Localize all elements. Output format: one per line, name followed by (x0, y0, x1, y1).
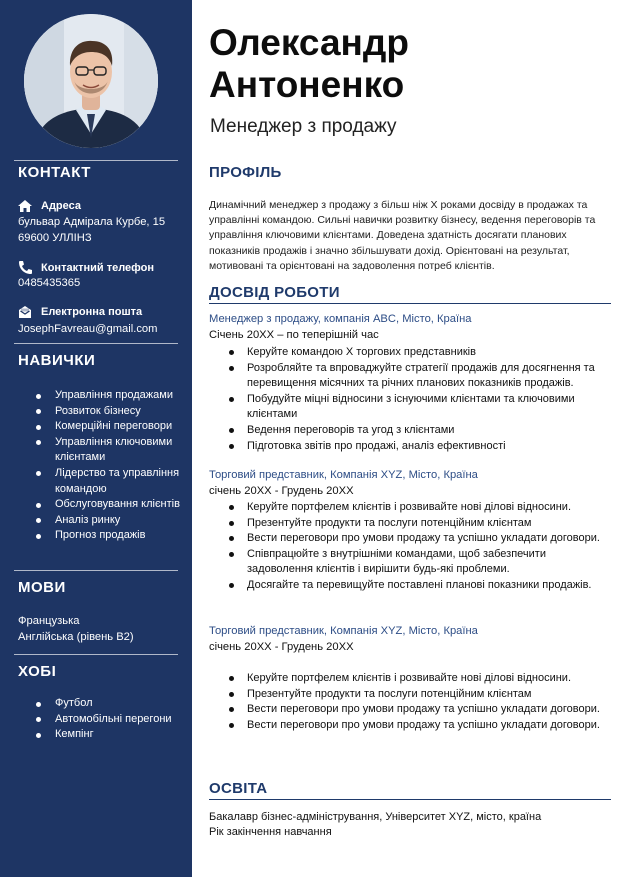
phone-label-text: Контактний телефон (41, 261, 155, 274)
email-label-text: Електронна пошта (41, 306, 143, 318)
address-line-1: бульвар Адмірала Курбе, 15 (18, 216, 166, 228)
job-duty: Вести переговори про умови продажу та успішно укладати договори. (229, 702, 611, 718)
job-duty: Побудуйте міцні відносини з існуючими клієнтами та ключовими клієнтами (229, 392, 611, 423)
job-duty: Презентуйте продукти та послуги потенційним клієнтам (229, 516, 611, 532)
phone-number: 0485435365 (18, 277, 81, 289)
home-icon (18, 200, 32, 212)
contact-heading: КОНТАКТ (18, 164, 91, 181)
address-label (18, 200, 81, 212)
education-note: Рік закінчення навчання (209, 826, 332, 838)
hobby-item: Кемпінг (36, 727, 186, 743)
job-duty: Досягайте та перевищуйте поставлені планові показники продажів. (229, 578, 611, 594)
job-position-title: Менеджер з продажу, компанія ABC, Місто, Країна (209, 313, 472, 325)
candidate-name: Олександр Антоненко (209, 22, 409, 105)
skill-item: Прогноз продажів (36, 528, 186, 544)
job-title: Менеджер з продажу (210, 116, 397, 137)
job-position-title: Торговий представник, Компанія XYZ, Місто, Країна (209, 469, 478, 481)
job-duty: Вести переговори про умови продажу та успішно укладати договори. (229, 718, 611, 734)
job-duties-list (229, 671, 611, 733)
job-duty: Вести переговори про умови продажу та успішно укладати договори. (229, 531, 611, 547)
job-duty: Керуйте портфелем клієнтів і розвивайте нові ділові відносини. (229, 671, 611, 687)
experience-heading: ДОСВІД РОБОТИ (209, 284, 340, 301)
sidebar-divider (14, 570, 178, 571)
skills-list (36, 388, 186, 544)
education-heading: ОСВІТА (209, 780, 268, 797)
email-label (18, 306, 142, 318)
section-rule (209, 799, 611, 800)
job-position-title: Торговий представник, Компанія XYZ, Місто, Країна (209, 625, 478, 637)
skill-item: Розвиток бізнесу (36, 404, 186, 420)
hobby-item: Автомобільні перегони (36, 712, 186, 728)
job-duties-list (229, 345, 611, 454)
hobby-item: Футбол (36, 696, 186, 712)
job-duty: Розробляйте та впроваджуйте стратегії продажів для досягнення та перевищення місячних та річних планових показників продажів. (229, 361, 611, 392)
mail-icon (18, 306, 32, 318)
language-item: Англійська (рівень B2) (18, 631, 134, 643)
phone-icon (18, 261, 32, 274)
skill-item: Обслуговування клієнтів (36, 497, 186, 513)
job-dates: Січень 20XX – по теперішній час (209, 329, 379, 341)
skill-item: Лідерство та управління командою (36, 466, 186, 497)
email-address[interactable]: JosephFavreau@gmail.com (18, 323, 158, 335)
job-dates: січень 20XX - Грудень 20XX (209, 641, 354, 653)
language-item: Французька (18, 615, 80, 627)
job-duty: Керуйте портфелем клієнтів і розвивайте нові ділові відносини. (229, 500, 611, 516)
skills-heading: НАВИЧКИ (18, 352, 96, 369)
job-duty: Співпрацюйте з внутрішніми командами, щоб забезпечити задоволення клієнтів і вирішити будь-які проблеми. (229, 547, 611, 578)
skill-item: Аналіз ринку (36, 513, 186, 529)
languages-heading: МОВИ (18, 579, 66, 596)
skill-item: Управління продажами (36, 388, 186, 404)
phone-label (18, 261, 154, 274)
profile-text: Динамічний менеджер з продажу з більш ніж X роками досвіду в продажах та управлінні командою. Сильні навички розвитку бізнесу, ведення переговорів та управління ключовими клієнтами. Доведена здатність досягати планових показників продажів і значно збільшувати дохід. Орієнтовані на результат, мотивовані та орієнтовані на задоволення потреб клієнтів. (209, 199, 596, 272)
hobbies-heading: ХОБІ (18, 663, 57, 680)
sidebar (0, 0, 192, 877)
job-duty: Керуйте командою X торгових представників (229, 345, 611, 361)
sidebar-divider (14, 343, 178, 344)
education-degree: Бакалавр бізнес-адміністрування, Університет XYZ, місто, країна (209, 811, 542, 823)
job-duty: Ведення переговорів та угод з клієнтами (229, 423, 611, 439)
sidebar-divider (14, 654, 178, 655)
job-duty: Презентуйте продукти та послуги потенційним клієнтам (229, 687, 611, 703)
address-label-text: Адреса (41, 200, 81, 212)
job-dates: січень 20XX - Грудень 20XX (209, 485, 354, 497)
sidebar-divider (14, 160, 178, 161)
skill-item: Комерційні переговори (36, 419, 186, 435)
address-line-2: 69600 УЛЛІНЗ (18, 232, 92, 244)
portrait-photo (24, 14, 158, 148)
job-duties-list (229, 500, 611, 594)
profile-heading: ПРОФІЛЬ (209, 164, 282, 181)
job-duty: Підготовка звітів про продажі, аналіз ефективності (229, 439, 611, 455)
hobbies-list (36, 696, 186, 743)
skill-item: Управління ключовими клієнтами (36, 435, 186, 466)
section-rule (209, 303, 611, 304)
